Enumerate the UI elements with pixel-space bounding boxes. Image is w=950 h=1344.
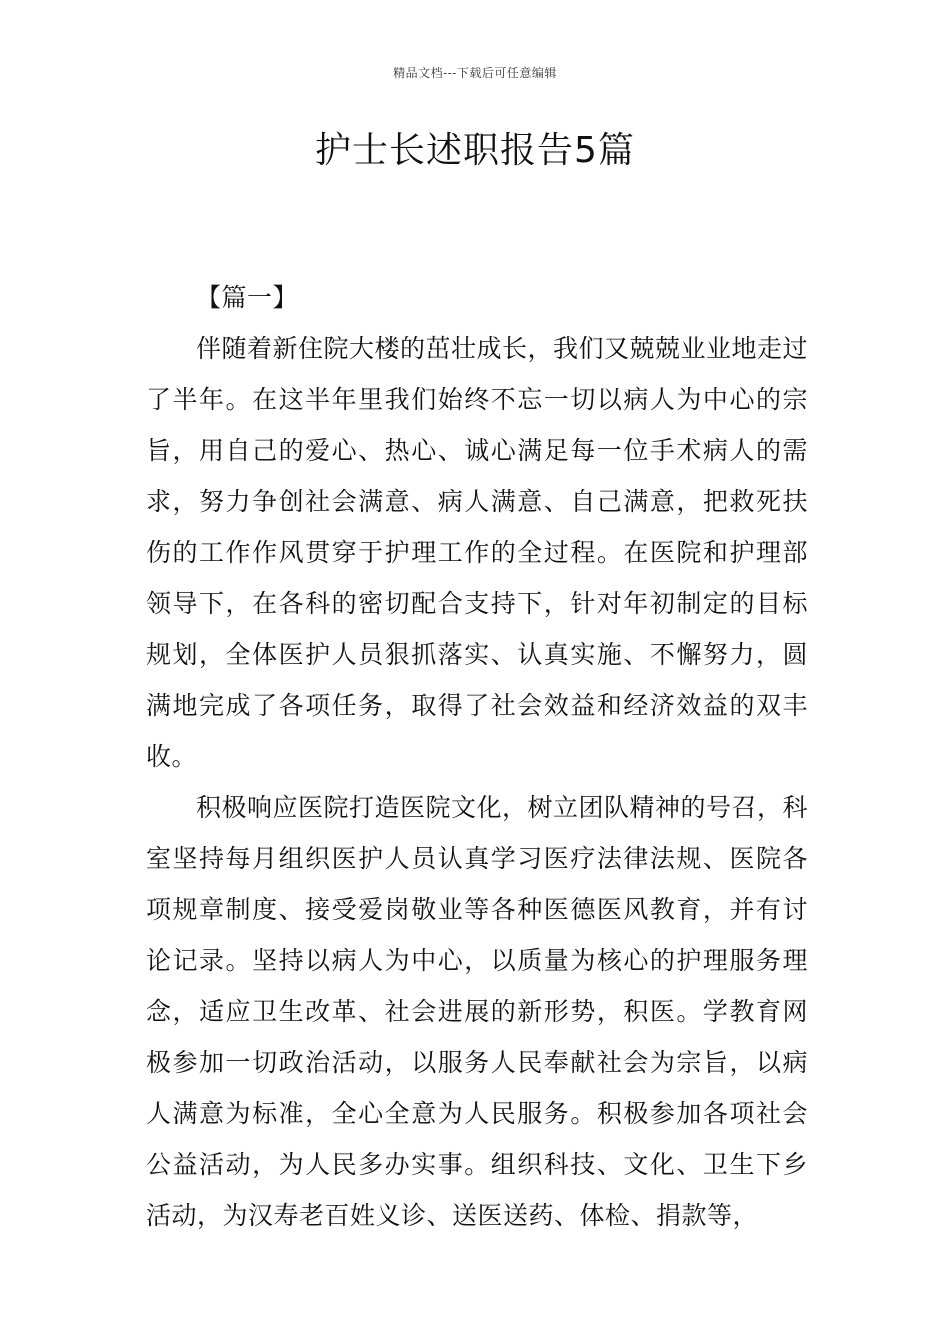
section-heading: 【篇一】 [196,283,299,312]
document-body [146,272,808,1241]
document-title: 护士长述职报告5篇 [315,130,635,171]
page-header-note: 精品文档---下载后可任意编辑 [393,66,557,80]
paragraph: 伴随着新住院大楼的茁壮成长，我们又兢兢业业地走过了半年。在这半年里我们始终不忘一切以病人为中心的宗旨，用自己的爱心、热心、诚心满足每一位手术病人的需求，努力争创社会满意、病人满意、自己满意，把救死扶伤的工作作风贯穿于护理工作的全过程。在医院和护理部领导下，在各科的密切配合支持下，针对年初制定的目标规划，全体医护人员狠抓落实、认真实施、不懈努力，圆满地完成了各项任务，取得了社会效益和经济效益的双丰收。 [146,334,809,771]
paragraph: 积极响应医院打造医院文化，树立团队精神的号召，科室坚持每月组织医护人员认真学习医疗法律法规、医院各项规章制度、接受爱岗敬业等各种医德医风教育，并有讨论记录。坚持以病人为中心，以质量为核心的护理服务理念，适应卫生改革、社会进展的新形势，积医。学教育网极参加一切政治活动，以服务人民奉献社会为宗旨，以病人满意为标准，全心全意为人民服务。积极参加各项社会公益活动，为人民多办实事。组织科技、文化、卫生下乡活动，为汉寿老百姓义诊、送医送药、体检、捐款等， [146,793,809,1230]
